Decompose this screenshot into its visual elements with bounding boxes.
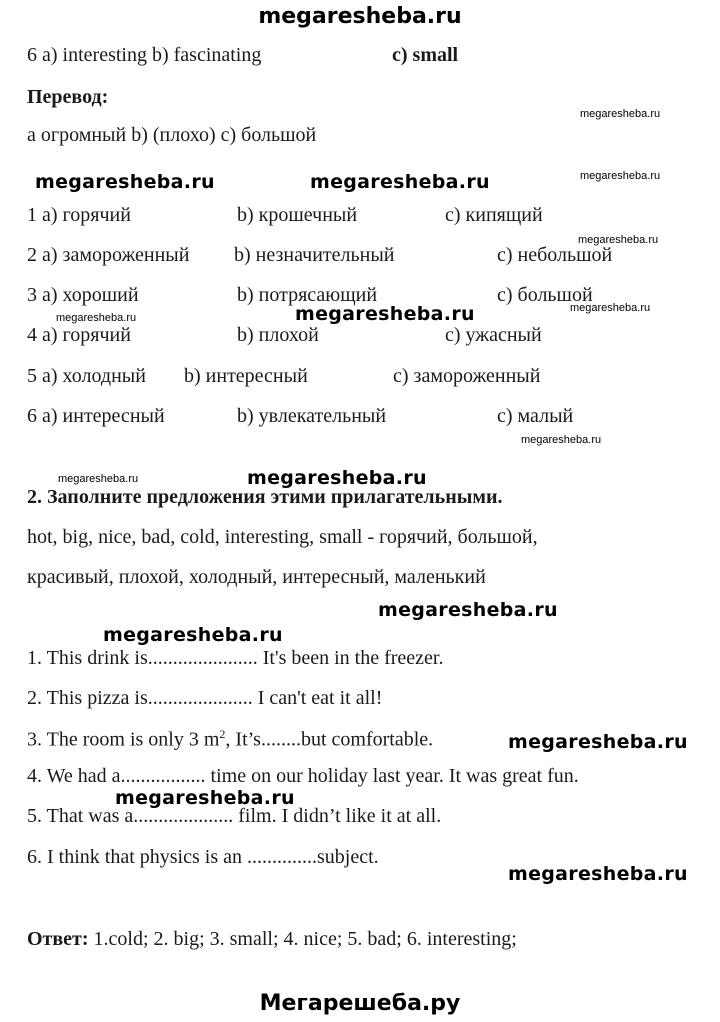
table-row-4-b: b) плохой bbox=[237, 324, 319, 346]
sentence-5: 5. That was a.................... film. I didn’t like it at all. bbox=[27, 805, 442, 827]
table-row-6-b: b) увлекательный bbox=[237, 405, 387, 427]
watermark-small: megaresheba.ru bbox=[58, 473, 139, 485]
sentence-6: 6. I think that physics is an ..............subject. bbox=[27, 846, 379, 868]
watermark-small: megaresheba.ru bbox=[56, 312, 137, 324]
task2-title: 2. Заполните предложения этими прилагательными. bbox=[27, 486, 503, 508]
table-row-5-b: b) интересный bbox=[184, 365, 308, 387]
answer-label: Ответ: bbox=[27, 928, 89, 950]
sentence-4: 4. We had a................. time on our holiday last year. It was great fun. bbox=[27, 765, 579, 787]
watermark-big: megaresheba.ru bbox=[247, 467, 427, 489]
sentence-3-pre: 3. The room is only 3 m bbox=[27, 728, 220, 751]
watermark-small: megaresheba.ru bbox=[578, 234, 659, 246]
table-row-5-a: 5 a) холодный bbox=[27, 365, 146, 387]
table-row-5-c: c) замороженный bbox=[393, 365, 541, 387]
task2-words-line-2: красивый, плохой, холодный, интересный, маленький bbox=[27, 566, 486, 588]
watermark-big: megaresheba.ru bbox=[508, 863, 688, 885]
watermark-small: megaresheba.ru bbox=[570, 302, 651, 314]
table-row-2-a: 2 a) замороженный bbox=[27, 244, 190, 266]
table-row-3-a: 3 a) хороший bbox=[27, 284, 139, 306]
watermark-big: megaresheba.ru bbox=[310, 171, 490, 193]
watermark-small: megaresheba.ru bbox=[521, 434, 602, 446]
sentence-2: 2. This pizza is..................... I can't eat it all! bbox=[27, 687, 383, 709]
watermark-big: megaresheba.ru bbox=[35, 171, 215, 193]
sentence-3-sup: 2 bbox=[219, 727, 226, 741]
task2-words-line-1: hot, big, nice, bad, cold, interesting, small - горячий, большой, bbox=[27, 526, 538, 548]
table-row-1-a: 1 a) горячий bbox=[27, 204, 131, 226]
translation-line: a огромный b) (плохо) c) большой bbox=[27, 124, 317, 146]
page-footer: Мегарешеба.ру bbox=[259, 991, 461, 1016]
sentence-3-post: , It’s........but comfortable. bbox=[225, 728, 434, 751]
table-row-1-c: c) кипящий bbox=[445, 204, 543, 226]
translation-heading: Перевод: bbox=[27, 86, 109, 108]
answer-line bbox=[27, 928, 517, 951]
exercise-line-6-en-c: c) small bbox=[392, 44, 459, 66]
table-row-3-b: b) потрясающий bbox=[237, 284, 378, 306]
table-row-2-b: b) незначительный bbox=[234, 244, 395, 266]
watermark-big: megaresheba.ru bbox=[115, 787, 295, 809]
watermark-big: megaresheba.ru bbox=[378, 599, 558, 621]
exercise-line-6-en: 6 a) interesting b) fascinating bbox=[27, 44, 262, 66]
watermark-small: megaresheba.ru bbox=[580, 170, 661, 182]
watermark-big: megaresheba.ru bbox=[103, 624, 283, 646]
table-row-2-c: c) небольшой bbox=[497, 244, 613, 266]
watermark-big: megaresheba.ru bbox=[508, 731, 688, 753]
table-row-6-c: c) малый bbox=[497, 405, 574, 427]
answer-text: 1.cold; 2. big; 3. small; 4. nice; 5. bad; 6. interesting; bbox=[93, 928, 517, 950]
table-row-4-c: c) ужасный bbox=[445, 324, 542, 346]
page-header: megaresheba.ru bbox=[258, 4, 462, 29]
watermark-big: megaresheba.ru bbox=[295, 303, 475, 325]
sentence-3 bbox=[27, 727, 433, 752]
watermark-small: megaresheba.ru bbox=[580, 108, 661, 120]
table-row-4-a: 4 a) горячий bbox=[27, 324, 131, 346]
table-row-3-c: c) большой bbox=[497, 284, 593, 306]
sentence-1: 1. This drink is...................... It's been in the freezer. bbox=[27, 647, 444, 669]
table-row-1-b: b) крошечный bbox=[237, 204, 358, 226]
table-row-6-a: 6 a) интересный bbox=[27, 405, 165, 427]
